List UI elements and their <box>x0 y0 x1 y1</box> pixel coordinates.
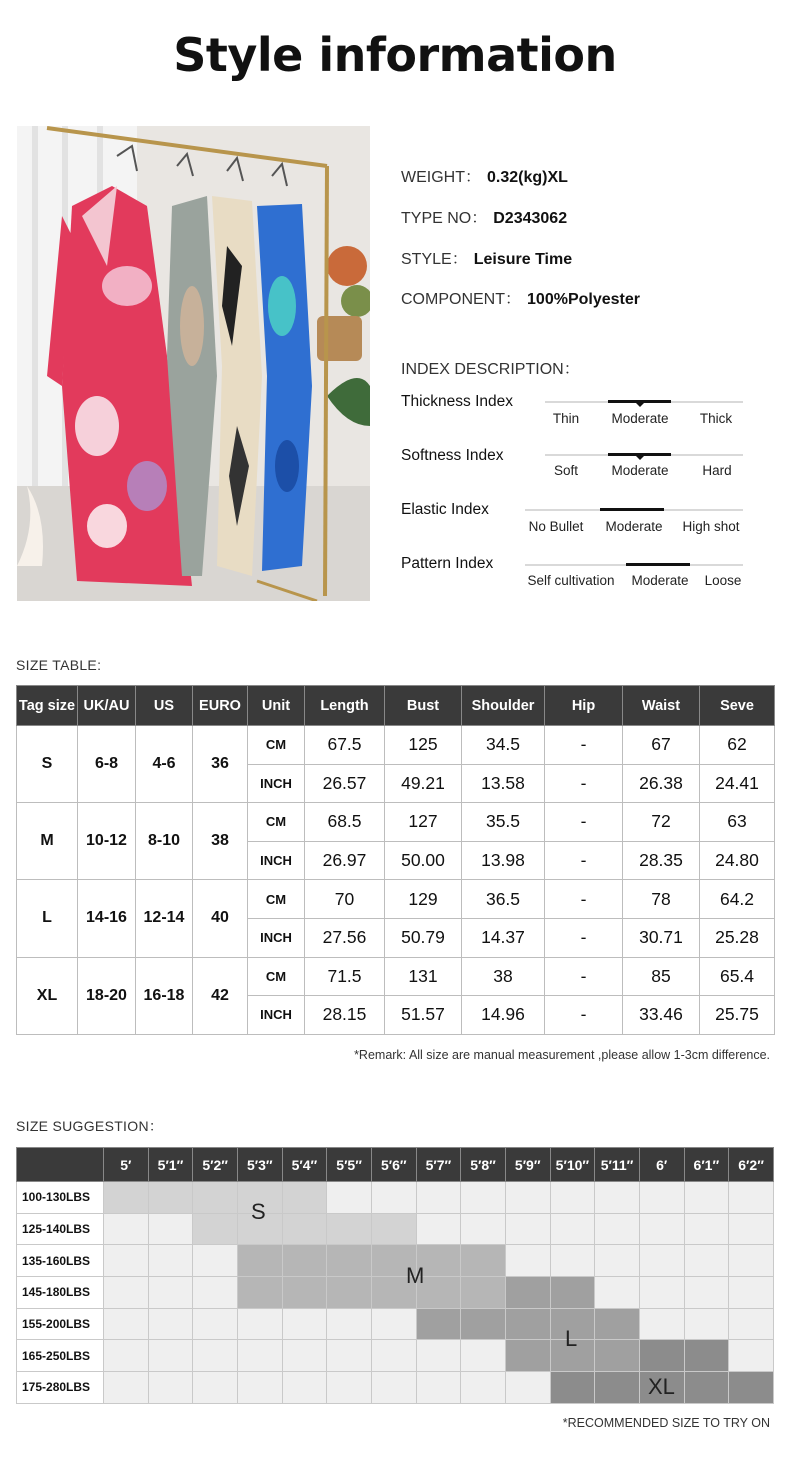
weight-label: 135-160LBS <box>17 1245 104 1277</box>
index-description-title: INDEX DESCRIPTION： <box>401 361 580 378</box>
suggestion-cell <box>595 1372 640 1404</box>
table-cell: 14.96 <box>462 996 545 1035</box>
suggestion-cell <box>193 1308 238 1340</box>
pattern-index-label: Pattern Index <box>401 555 494 572</box>
suggestion-cell <box>684 1340 729 1372</box>
table-row <box>17 803 775 842</box>
table-cell: 72 <box>623 803 700 842</box>
suggestion-cell <box>639 1308 684 1340</box>
table-row <box>17 1277 774 1309</box>
suggestion-cell <box>639 1245 684 1277</box>
weight-label: WEIGHT： <box>401 169 481 186</box>
table-cell: 26.57 <box>305 764 385 803</box>
table-cell: 28.35 <box>623 841 700 880</box>
dress-rack-illustration <box>17 126 370 601</box>
table-cell: INCH <box>248 764 305 803</box>
suggestion-cell <box>327 1182 372 1214</box>
suggestion-cell <box>639 1277 684 1309</box>
table-cell: CM <box>248 880 305 919</box>
height-header: 5′ <box>104 1148 149 1182</box>
table-cell: 18-20 <box>78 957 136 1034</box>
type-no-value: D2343062 <box>493 210 568 227</box>
weight-label: 100-130LBS <box>17 1182 104 1214</box>
style-label: STYLE： <box>401 251 468 268</box>
elastic-option-moderate: Moderate <box>605 519 663 534</box>
suggestion-cell <box>550 1213 595 1245</box>
table-cell: - <box>545 764 623 803</box>
table-cell: - <box>545 996 623 1035</box>
suggestion-cell <box>327 1340 372 1372</box>
style-value: Leisure Time <box>473 251 573 268</box>
suggestion-cell <box>282 1213 327 1245</box>
suggestion-cell <box>505 1340 550 1372</box>
table-cell: 12-14 <box>136 880 193 957</box>
table-cell: - <box>545 957 623 996</box>
suggestion-cell <box>729 1245 774 1277</box>
height-header: 6′1″ <box>684 1148 729 1182</box>
type-no-row <box>401 205 567 228</box>
table-cell: 40 <box>193 880 248 957</box>
suggestion-cell <box>193 1245 238 1277</box>
suggestion-cell <box>684 1213 729 1245</box>
suggestion-cell <box>505 1308 550 1340</box>
suggestion-cell <box>371 1372 416 1404</box>
table-cell: 65.4 <box>700 957 775 996</box>
table-row <box>17 1340 774 1372</box>
weight-label: 155-200LBS <box>17 1308 104 1340</box>
suggestion-cell <box>327 1277 372 1309</box>
table-cell: M <box>17 803 78 880</box>
suggestion-cell <box>550 1372 595 1404</box>
thickness-option-thin: Thin <box>552 411 580 426</box>
table-cell: 38 <box>193 803 248 880</box>
table-cell: 85 <box>623 957 700 996</box>
suggestion-cell <box>550 1277 595 1309</box>
table-cell: - <box>545 803 623 842</box>
table-cell: INCH <box>248 996 305 1035</box>
suggestion-cell <box>193 1277 238 1309</box>
height-header: 5′1″ <box>148 1148 193 1182</box>
table-cell: 36.5 <box>462 880 545 919</box>
suggestion-cell <box>729 1277 774 1309</box>
table-cell: INCH <box>248 841 305 880</box>
suggestion-cell <box>461 1245 506 1277</box>
table-row <box>17 1245 774 1277</box>
suggestion-cell <box>639 1340 684 1372</box>
height-header: 5′2″ <box>193 1148 238 1182</box>
recommended-footnote: *RECOMMENDED SIZE TO TRY ON <box>562 1416 770 1430</box>
suggestion-cell <box>104 1245 149 1277</box>
suggestion-cell <box>148 1308 193 1340</box>
height-header: 5′8″ <box>461 1148 506 1182</box>
table-cell: 28.15 <box>305 996 385 1035</box>
suggestion-cell <box>148 1213 193 1245</box>
size-suggestion-table <box>16 1147 774 1404</box>
table-cell: 27.56 <box>305 918 385 957</box>
elastic-option-high-shot: High shot <box>682 519 740 534</box>
softness-option-soft: Soft <box>553 463 578 478</box>
table-cell: 13.58 <box>462 764 545 803</box>
header-length: Length <box>305 686 385 726</box>
weight-label: 165-250LBS <box>17 1340 104 1372</box>
table-cell: S <box>17 726 78 803</box>
size-remark: *Remark: All size are manual measurement ,please allow 1-3cm difference. <box>354 1048 770 1062</box>
style-row <box>401 246 572 269</box>
elastic-option-no-bullet: No Bullet <box>528 519 584 534</box>
suggestion-cell <box>282 1372 327 1404</box>
height-header: 5′10″ <box>550 1148 595 1182</box>
header-us: US <box>136 686 193 726</box>
table-cell: 30.71 <box>623 918 700 957</box>
header-shoulder: Shoulder <box>462 686 545 726</box>
product-photo <box>17 126 370 601</box>
suggestion-cell <box>104 1340 149 1372</box>
table-cell: 26.38 <box>623 764 700 803</box>
suggestion-cell <box>282 1245 327 1277</box>
height-header: 5′7″ <box>416 1148 461 1182</box>
suggestion-cell <box>416 1372 461 1404</box>
suggestion-cell <box>461 1340 506 1372</box>
table-cell: CM <box>248 803 305 842</box>
suggestion-cell <box>237 1245 282 1277</box>
suggestion-cell <box>595 1277 640 1309</box>
table-cell: 131 <box>385 957 462 996</box>
table-cell: CM <box>248 726 305 765</box>
table-cell: 78 <box>623 880 700 919</box>
suggestion-cell <box>639 1182 684 1214</box>
table-cell: - <box>545 726 623 765</box>
table-cell: 67 <box>623 726 700 765</box>
table-cell: - <box>545 841 623 880</box>
suggestion-cell <box>729 1182 774 1214</box>
suggestion-cell <box>729 1308 774 1340</box>
suggestion-cell <box>550 1245 595 1277</box>
height-header: 5′11″ <box>595 1148 640 1182</box>
suggestion-cell <box>327 1213 372 1245</box>
suggestion-cell <box>148 1340 193 1372</box>
table-cell: 70 <box>305 880 385 919</box>
suggestion-cell <box>148 1277 193 1309</box>
table-row <box>17 1182 774 1214</box>
table-cell: 50.00 <box>385 841 462 880</box>
table-cell: - <box>545 880 623 919</box>
suggestion-cell <box>371 1182 416 1214</box>
table-cell: 6-8 <box>78 726 136 803</box>
table-cell: 4-6 <box>136 726 193 803</box>
table-cell: 51.57 <box>385 996 462 1035</box>
table-cell: 8-10 <box>136 803 193 880</box>
table-cell: 34.5 <box>462 726 545 765</box>
table-cell: 38 <box>462 957 545 996</box>
suggestion-cell <box>104 1277 149 1309</box>
header-corner <box>17 1148 104 1182</box>
suggestion-cell <box>371 1308 416 1340</box>
table-cell: 13.98 <box>462 841 545 880</box>
suggestion-cell <box>639 1213 684 1245</box>
suggestion-cell <box>684 1245 729 1277</box>
table-row <box>17 957 775 996</box>
softness-index-label: Softness Index <box>401 447 504 464</box>
suggestion-cell <box>104 1182 149 1214</box>
table-row <box>17 726 775 765</box>
component-row <box>401 286 640 309</box>
suggestion-cell <box>684 1308 729 1340</box>
suggestion-cell <box>461 1372 506 1404</box>
suggestion-cell <box>461 1277 506 1309</box>
table-cell: 64.2 <box>700 880 775 919</box>
suggestion-cell <box>595 1308 640 1340</box>
suggestion-cell <box>327 1308 372 1340</box>
suggestion-cell <box>550 1182 595 1214</box>
suggestion-cell <box>282 1340 327 1372</box>
suggestion-cell <box>461 1213 506 1245</box>
suggestion-cell <box>282 1308 327 1340</box>
thickness-pointer-icon <box>636 403 644 407</box>
thickness-option-moderate: Moderate <box>611 411 669 426</box>
header-unit: Unit <box>248 686 305 726</box>
table-cell: 25.75 <box>700 996 775 1035</box>
pattern-option-self-cultivation: Self cultivation <box>527 573 615 588</box>
table-cell: 67.5 <box>305 726 385 765</box>
component-label: COMPONENT： <box>401 291 522 308</box>
softness-option-moderate: Moderate <box>611 463 669 478</box>
table-cell: 62 <box>700 726 775 765</box>
elastic-selected-marker <box>600 508 664 511</box>
type-no-label: TYPE NO： <box>401 210 488 227</box>
page-title: Style information <box>173 28 617 82</box>
suggestion-cell <box>505 1213 550 1245</box>
zone-label-xl: XL <box>648 1374 675 1399</box>
suggestion-cell <box>237 1277 282 1309</box>
suggestion-cell <box>193 1340 238 1372</box>
suggestion-cell <box>461 1308 506 1340</box>
header-tag-size: Tag size <box>17 686 78 726</box>
suggestion-cell <box>505 1182 550 1214</box>
table-row <box>17 880 775 919</box>
suggestion-cell <box>148 1372 193 1404</box>
suggestion-cell <box>684 1182 729 1214</box>
suggestion-cell <box>505 1277 550 1309</box>
suggestion-cell <box>148 1245 193 1277</box>
header-hip: Hip <box>545 686 623 726</box>
suggestion-cell <box>595 1182 640 1214</box>
size-table <box>16 685 775 1035</box>
suggestion-cell <box>684 1372 729 1404</box>
height-header: 6′ <box>639 1148 684 1182</box>
height-header: 6′2″ <box>729 1148 774 1182</box>
suggestion-cell <box>104 1213 149 1245</box>
zone-label-l: L <box>565 1326 578 1351</box>
size-table-header-row <box>17 686 775 726</box>
table-cell: CM <box>248 957 305 996</box>
table-cell: 24.41 <box>700 764 775 803</box>
weight-row <box>401 164 568 187</box>
suggestion-cell <box>327 1372 372 1404</box>
table-cell: 14-16 <box>78 880 136 957</box>
table-cell: 50.79 <box>385 918 462 957</box>
suggestion-cell <box>505 1245 550 1277</box>
table-cell: 63 <box>700 803 775 842</box>
height-header: 5′3″ <box>237 1148 282 1182</box>
suggestion-cell <box>595 1340 640 1372</box>
component-value: 100%Polyester <box>527 291 640 308</box>
height-header: 5′9″ <box>505 1148 550 1182</box>
suggestion-cell <box>371 1340 416 1372</box>
height-header: 5′4″ <box>282 1148 327 1182</box>
suggestion-cell <box>237 1340 282 1372</box>
header-seve: Seve <box>700 686 775 726</box>
weight-label: 145-180LBS <box>17 1277 104 1309</box>
softness-option-hard: Hard <box>702 463 732 478</box>
table-cell: 14.37 <box>462 918 545 957</box>
suggestion-cell <box>104 1308 149 1340</box>
table-row <box>17 1213 774 1245</box>
table-cell: 25.28 <box>700 918 775 957</box>
suggestion-cell <box>193 1372 238 1404</box>
size-table-title: SIZE TABLE: <box>16 657 102 673</box>
suggestion-cell <box>282 1277 327 1309</box>
softness-pointer-icon <box>636 456 644 460</box>
weight-label: 125-140LBS <box>17 1213 104 1245</box>
table-cell: L <box>17 880 78 957</box>
table-cell: 33.46 <box>623 996 700 1035</box>
suggestion-cell <box>237 1308 282 1340</box>
suggestion-cell <box>729 1372 774 1404</box>
suggestion-cell <box>416 1213 461 1245</box>
table-row <box>17 1308 774 1340</box>
suggestion-cell <box>416 1308 461 1340</box>
thickness-option-thick: Thick <box>699 411 733 426</box>
table-cell: 68.5 <box>305 803 385 842</box>
table-cell: 26.97 <box>305 841 385 880</box>
table-cell: INCH <box>248 918 305 957</box>
height-header: 5′6″ <box>371 1148 416 1182</box>
header-euro: EURO <box>193 686 248 726</box>
suggestion-cell <box>684 1277 729 1309</box>
thickness-index-label: Thickness Index <box>401 393 513 410</box>
table-cell: 10-12 <box>78 803 136 880</box>
suggestion-cell <box>461 1182 506 1214</box>
suggestion-cell <box>371 1213 416 1245</box>
table-cell: 125 <box>385 726 462 765</box>
zone-label-m: M <box>406 1263 425 1288</box>
zone-label-s: S <box>251 1199 266 1224</box>
header-waist: Waist <box>623 686 700 726</box>
table-cell: 16-18 <box>136 957 193 1034</box>
suggestion-cell <box>729 1213 774 1245</box>
table-cell: 42 <box>193 957 248 1034</box>
suggestion-cell <box>595 1213 640 1245</box>
suggestion-cell <box>282 1182 327 1214</box>
table-cell: - <box>545 918 623 957</box>
suggestion-cell <box>237 1372 282 1404</box>
header-uk-au: UK/AU <box>78 686 136 726</box>
pattern-option-loose: Loose <box>704 573 742 588</box>
suggestion-cell <box>416 1340 461 1372</box>
suggestion-cell <box>104 1372 149 1404</box>
size-suggestion-header-row <box>17 1148 774 1182</box>
weight-label: 175-280LBS <box>17 1372 104 1404</box>
suggestion-cell <box>327 1245 372 1277</box>
suggestion-cell <box>148 1182 193 1214</box>
elastic-index-label: Elastic Index <box>401 501 489 518</box>
table-cell: 35.5 <box>462 803 545 842</box>
suggestion-cell <box>416 1182 461 1214</box>
table-cell: 129 <box>385 880 462 919</box>
weight-value: 0.32(kg)XL <box>487 169 568 186</box>
suggestion-cell <box>595 1245 640 1277</box>
table-cell: 71.5 <box>305 957 385 996</box>
table-cell: XL <box>17 957 78 1034</box>
header-bust: Bust <box>385 686 462 726</box>
suggestion-cell <box>729 1340 774 1372</box>
suggestion-cell <box>505 1372 550 1404</box>
pattern-option-moderate: Moderate <box>631 573 689 588</box>
suggestion-cell <box>193 1213 238 1245</box>
height-header: 5′5″ <box>327 1148 372 1182</box>
pattern-selected-marker <box>626 563 690 566</box>
table-cell: 24.80 <box>700 841 775 880</box>
size-suggestion-title: SIZE SUGGESTION： <box>16 1118 164 1134</box>
table-cell: 127 <box>385 803 462 842</box>
suggestion-cell <box>193 1182 238 1214</box>
table-cell: 36 <box>193 726 248 803</box>
table-cell: 49.21 <box>385 764 462 803</box>
